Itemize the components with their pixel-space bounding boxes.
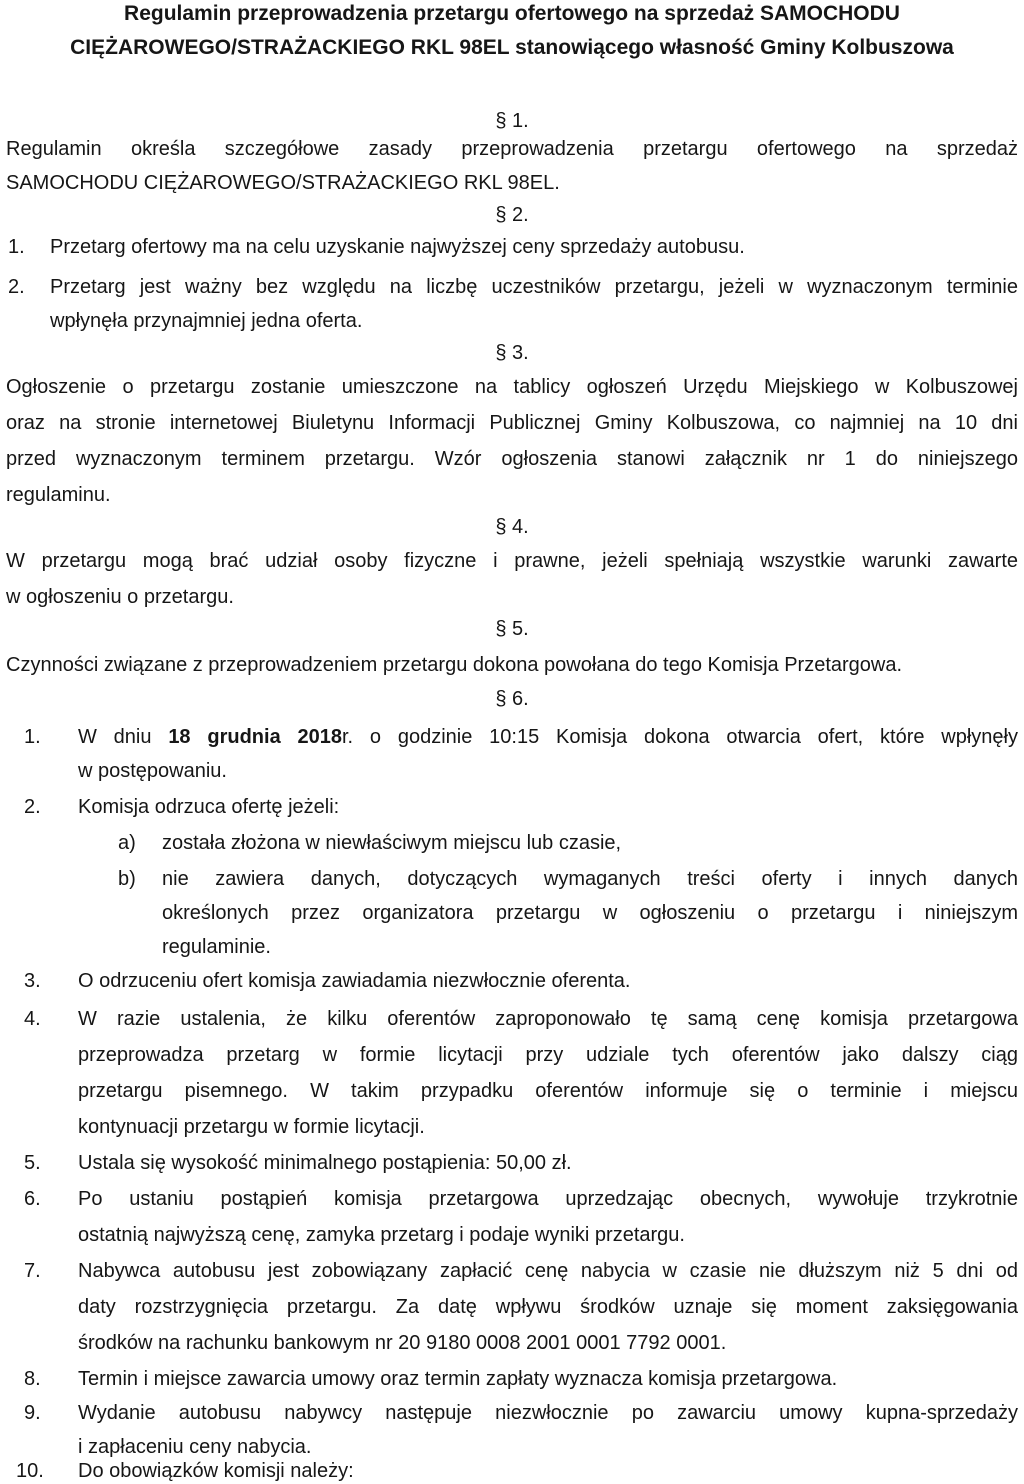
- section-2-item-2-line: wpłynęła przynajmniej jedna oferta.: [50, 310, 363, 332]
- section-1-text-line: Regulamin określa szczegółowe zasady przeprowadzenia przetargu ofertowego na sprzedaż: [6, 138, 1018, 160]
- section-6-item-10: Do obowiązków komisji należy:: [78, 1460, 354, 1482]
- section-5-heading: § 5.: [495, 618, 529, 640]
- list-number: 10.: [16, 1460, 44, 1482]
- list-number: 2.: [8, 276, 25, 298]
- section-3-heading: § 3.: [495, 342, 529, 364]
- section-6-item-7-line: środków na rachunku bankowym nr 20 9180 0008 2001 0001 7792 0001.: [78, 1332, 727, 1354]
- section-6-item-6-line: Po ustaniu postąpień komisja przetargowa uprzedzając obecnych, wywołuje trzykrotnie: [78, 1188, 1018, 1210]
- section-3-text-line: Ogłoszenie o przetargu zostanie umieszczone na tablicy ogłoszeń Urzędu Miejskiego w Kolbuszowej: [6, 376, 1018, 398]
- section-6-item-4-line: przetargu pisemnego. W takim przypadku oferentów informuje się o terminie i miejscu: [78, 1080, 1018, 1102]
- list-number: 4.: [24, 1008, 41, 1030]
- list-number: 8.: [24, 1368, 41, 1390]
- section-6-item-1-line: [78, 724, 1018, 750]
- item-1-suffix: r. o godzinie 10:15 Komisja dokona otwarcia ofert, które wpłynęły: [342, 726, 1018, 748]
- section-6-item-9-line: i zapłaceniu ceny nabycia.: [78, 1436, 312, 1458]
- section-4-text-line: w ogłoszeniu o przetargu.: [6, 586, 234, 608]
- section-2-item-1: Przetarg ofertowy ma na celu uzyskanie najwyższej ceny sprzedaży autobusu.: [50, 236, 745, 258]
- section-6-item-2-b-line: regulaminie.: [162, 936, 271, 958]
- list-number: 7.: [24, 1260, 41, 1282]
- list-number: 5.: [24, 1152, 41, 1174]
- sublist-letter: b): [118, 868, 136, 890]
- section-3-text-line: oraz na stronie internetowej Biuletynu Informacji Publicznej Gminy Kolbuszowa, co najmniej na 10 dni: [6, 412, 1018, 434]
- section-6-item-7-line: Nabywca autobusu jest zobowiązany zapłacić cenę nabycia w czasie nie dłuższym niż 5 dni od: [78, 1260, 1018, 1282]
- section-6-item-4-line: W razie ustalenia, że kilku oferentów zaproponowało tę samą cenę komisja przetargowa: [78, 1008, 1018, 1030]
- list-number: 6.: [24, 1188, 41, 1210]
- section-6-item-3: O odrzuceniu ofert komisja zawiadamia niezwłocznie oferenta.: [78, 970, 631, 992]
- section-6-item-9-line: Wydanie autobusu nabywcy następuje niezwłocznie po zawarciu umowy kupna-sprzedaży: [78, 1402, 1018, 1424]
- list-number: 1.: [24, 726, 41, 748]
- section-3-text-line: przed wyznaczonym terminem przetargu. Wzór ogłoszenia stanowi załącznik nr 1 do niniejszego: [6, 448, 1018, 470]
- section-6-item-4-line: kontynuacji przetargu w formie licytacji.: [78, 1116, 425, 1138]
- sublist-letter: a): [118, 832, 136, 854]
- section-6-item-2: Komisja odrzuca ofertę jeżeli:: [78, 796, 340, 818]
- section-3-text-line: regulaminu.: [6, 484, 111, 506]
- section-1-heading: § 1.: [495, 110, 529, 132]
- section-4-text-line: W przetargu mogą brać udział osoby fizyczne i prawne, jeżeli spełniają wszystkie warunki zawarte: [6, 550, 1018, 572]
- item-1-prefix: W dniu: [78, 726, 169, 748]
- section-6-heading: § 6.: [495, 688, 529, 710]
- section-6-item-8: Termin i miejsce zawarcia umowy oraz termin zapłaty wyznacza komisja przetargowa.: [78, 1368, 838, 1390]
- document-title-line-2: CIĘŻAROWEGO/STRAŻACKIEGO RKL 98EL stanowiącego własność Gminy Kolbuszowa: [70, 36, 954, 59]
- section-6-item-2-b-line: określonych przez organizatora przetargu w ogłoszeniu o przetargu i niniejszym: [162, 902, 1018, 924]
- item-1-date: 18 grudnia 2018: [168, 726, 342, 748]
- section-6-item-2-b-line: nie zawiera danych, dotyczących wymaganych treści oferty i innych danych: [162, 868, 1018, 890]
- section-6-item-2-a: została złożona w niewłaściwym miejscu lub czasie,: [162, 832, 622, 854]
- section-5-text-line: Czynności związane z przeprowadzeniem przetargu dokona powołana do tego Komisja Przetargowa.: [6, 654, 903, 676]
- list-number: 3.: [24, 970, 41, 992]
- section-2-item-2-line: Przetarg jest ważny bez względu na liczbę uczestników przetargu, jeżeli w wyznaczonym terminie: [50, 276, 1018, 298]
- section-6-item-5: Ustala się wysokość minimalnego postąpienia: 50,00 zł.: [78, 1152, 572, 1174]
- document-title-line-1: Regulamin przeprowadzenia przetargu ofertowego na sprzedaż SAMOCHODU: [124, 2, 900, 25]
- section-6-item-4-line: przeprowadza przetarg w formie licytacji przy udziale tych oferentów jako dalszy ciąg: [78, 1044, 1018, 1066]
- list-number: 1.: [8, 236, 25, 258]
- list-number: 2.: [24, 796, 41, 818]
- section-6-item-1-line: w postępowaniu.: [78, 760, 227, 782]
- section-6-item-7-line: daty rozstrzygnięcia przetargu. Za datę wpływu środków uznaje się moment zaksięgowania: [78, 1296, 1018, 1318]
- section-2-heading: § 2.: [495, 204, 529, 226]
- section-1-text-line: SAMOCHODU CIĘŻAROWEGO/STRAŻACKIEGO RKL 98EL.: [6, 172, 560, 194]
- section-4-heading: § 4.: [495, 516, 529, 538]
- section-6-item-6-line: ostatnią najwyższą cenę, zamyka przetarg i podaje wyniki przetargu.: [78, 1224, 685, 1246]
- list-number: 9.: [24, 1402, 41, 1424]
